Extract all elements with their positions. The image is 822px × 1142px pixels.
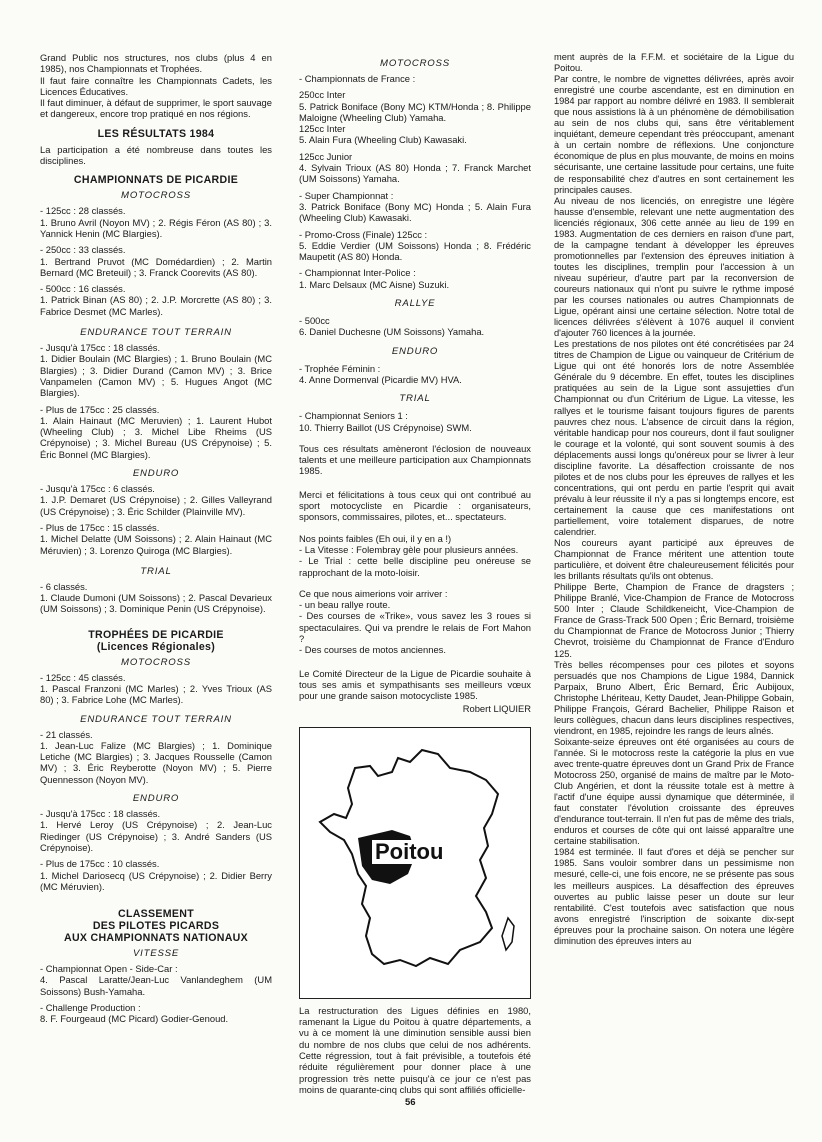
category-line: - 6 classés. [40,580,88,592]
paragraph: Très belles récompenses pour ces pilotes et soyons persuadés que nos Champions de Ligue 1984, Dannick Parpaix, Bruno Albert, Éric Bernard, Éric Aubijoux, Christophe Lhériteau, Ketty Daudet, Jean-Philippe Gobain, Philippe François, Gérard Bachelier, Philippe Raison et leurs collègues, chacun dans leurs disciplines respectives, viendront, en 1985, rejoindre les rangs de leurs aînés. [554,659,794,736]
category-line: - Promo-Cross (Finale) 125cc : [299,228,428,240]
results-line: 1. J.P. Demaret (US Crépynoise) ; 2. Gilles Valleyrand (US Crépynoise) ; 3. Éric Schilder (Plainville MV). [40,494,272,517]
section-title: CLASSEMENT [118,908,194,921]
paragraph: Ce que nous aimerions voir arriver : [299,587,448,599]
list-item: - La Vitesse : Folembray gèle pour plusieurs années. [299,543,519,555]
results-line: 1. Alain Hainaut (MC Meruvien) ; 1. Laurent Hubot (Wheeling Club) ; 3. Michel Libe Rheims (US Crépynoise) ; 3. Michel Bureau (US Crépynoise) ; 5. Éric Bonnel (MC Blargies). [40,414,272,460]
results-line: 4. Pascal Laratte/Jean-Luc Vanlandeghem (UM Soissons) Bush-Yamaha. [40,974,272,997]
discipline-title: TRIAL [399,393,431,405]
category-line: - Plus de 175cc : 25 classés. [40,403,160,415]
paragraph: ment auprès de la F.F.M. et sociétaire de la Ligue du Poitou. [554,52,794,74]
results-line: 1. Jean-Luc Falize (MC Blargies) ; 1. Dominique Letiche (MC Blargies) ; 3. Jacques Rousselle (Camon MV) ; 3. Éric Reyberotte (Noyon MV) ; 5. Pierre Quennesson (Noyon MV). [40,739,272,785]
results-line: 8. F. Fourgeaud (MC Picard) Godier-Genoud. [40,1013,229,1025]
results-line: 1. Bruno Avril (Noyon MV) ; 2. Régis Féron (AS 80) ; 3. Yannick Henin (MC Blargies). [40,216,272,239]
results-line: 6. Daniel Duchesne (UM Soissons) Yamaha. [299,326,485,338]
results-line: 1. Hervé Leroy (US Crépynoise) ; 2. Jean-Luc Riedinger (US Crépynoise) ; 3. André Sanders (US Crépynoise). [40,819,272,853]
paragraph: La participation a été nombreuse dans toutes les disciplines. [40,143,272,167]
results-line: 5. Alain Fura (Wheeling Club) Kawasaki. [299,134,467,146]
poitou-map [299,727,531,999]
results-line: 1. Michel Delatte (UM Soissons) ; 2. Alain Hainaut (MC Méruvien) ; 3. Lorenzo Quiroga (MC Blargies). [40,533,272,556]
paragraph: Tous ces résultats amèneront l'éclosion de nouveaux talents et une meilleure participation aux Championnats 1985. [299,442,531,477]
discipline-title: ENDURO [132,793,180,805]
category-line: - Challenge Production : [40,1002,141,1014]
paragraph: Au niveau de nos licenciés, on enregistre une légère hausse d'ensemble, relevant une nette augmentation des licenciés régionaux, 306 cette année au lieu de 199 en 1983. Augmentation de ces derniers en raison d'une part, de la campagne tendant à développer les épreuves promotionnelles par l'extension des épreuves initiation à toutes les disciplines, tremplin pour l'accession à un niveau supérieur, d'autre part par la reconversion de coureurs nationaux qui n'ont pu suivre le rythme imposé par les courses nationales ou autres Championnats de Ligue, opérant ainsi une certaine sélection. Notre total de licences délivrées s'élèvent à 1076 auquel il convient d'ajouter 760 licences à la journée. [554,195,794,339]
intro-paragraph: Grand Public nos structures, nos clubs (plus 4 en 1985), nos Championnats et Trophées. [40,52,272,75]
intro-paragraph: Il faut faire connaître les Championnats Cadets, les Licences Éducatives. [40,74,272,97]
category-line: 250cc Inter [299,89,346,101]
list-item: - Le Trial : cette belle discipline peu onéreuse se rapprochant de la moto-loisir. [299,555,531,578]
discipline-title: MOTOCROSS [121,190,191,202]
results-line: 3. Patrick Boniface (Bony MC) Honda ; 5. Alain Fura (Wheeling Club) Kawasaki. [299,200,531,224]
category-line: - Jusqu'à 175cc : 18 classés. [40,342,161,354]
results-line: 1. Claude Dumoni (UM Soissons) ; 2. Pascal Devarieux (UM Soissons) ; 3. Dominique Penin (US Crépynoise). [40,592,272,615]
discipline-title: TRIAL [140,565,172,577]
section-title: LES RÉSULTATS 1984 [97,127,215,140]
paragraph: Nos points faibles (Eh oui, il y en a !) [299,532,452,544]
list-item: - Des courses de motos anciennes. [299,644,446,656]
list-item: - un beau rallye route. [299,599,391,611]
discipline-title: ENDURANCE TOUT TERRAIN [80,327,232,339]
category-line: - Championnats de France : [299,73,416,84]
results-line: 1. Pascal Franzoni (MC Marles) ; 2. Yves Trioux (AS 80) ; 3. Fabrice Lohe (MC Marles). [40,682,272,706]
discipline-title: ENDURANCE TOUT TERRAIN [80,713,232,725]
category-line: - Plus de 175cc : 10 classés. [40,858,160,870]
paragraph: 1984 est terminée. Il faut d'ores et déjà se pencher sur 1985. Sans vouloir sombrer dans un pessimisme non mesuré, celle-ci, une fois encore, ne se présente pas sous les meilleurs auspices. La désaffection des épreuves ouvertes au public laisse peser un doute sur leur rentabilité. C'est toutefois avec satisfaction que nous avons enregistré l'inscription de soixante dix-sept épreuves pour la prochaine saison. On notera une légère diminution des épreuves inters au [554,847,794,946]
category-line: - Championnat Open - Side-Car : [40,963,178,975]
section-title: AUX CHAMPIONNATS NATIONAUX [64,932,248,945]
paragraph: Nos coureurs ayant participé aux épreuves de Championnat de France méritent une attention toute particulière, et doivent être chaleureusement félicités pour les brillants résultats qu'ils ont obtenus. [554,538,794,582]
results-line: 1. Michel Dariosecq (US Crépynoise) ; 2. Didier Berry (MC Méruvien). [40,869,272,892]
intro-paragraph: Il faut diminuer, à défaut de supprimer, le sport sauvage et dangereux, encore trop pratiqué en nos régions. [40,97,272,120]
discipline-title: VITESSE [132,948,180,960]
column-2 [299,58,531,1095]
paragraph: Merci et félicitations à tous ceux qui ont contribué au sport motocycliste en Picardie : organisateurs, sponsors, commissaires, pilotes, et... spectateurs. [299,488,531,523]
category-line: - 125cc : 28 classés. [40,205,126,217]
page-number: 56 [405,1097,416,1108]
category-line: - 250cc : 33 classés. [40,244,126,256]
discipline-title: ENDURO [132,468,180,480]
signature: Robert LIQUIER [462,703,531,715]
results-line: 4. Sylvain Trioux (AS 80) Honda ; 7. Franck Marchet (UM Soissons) Yamaha. [299,162,531,185]
category-line: - Championnat Inter-Police : [299,267,416,279]
category-line: - 500cc [299,315,330,327]
category-line: - Jusqu'à 175cc : 18 classés. [40,808,161,820]
category-line: - 21 classés. [40,728,93,740]
paragraph: La restructuration des Ligues définies en 1980, ramenant la Ligue du Poitou à quatre départements, a vu à ce moment là une diminution sensible aussi bien du nombre de nos clubs que celui de nos adhérents. Cette régression, tout à fait prévisible, a toutefois été réduite régulièrement pour donner place à une progression très nette puisqu'à ce jour ce n'est pas moins de quarante-cinq clubs qui sont affiliés officielle- [299,1004,531,1095]
results-line: 1. Patrick Binan (AS 80) ; 2. J.P. Morcrette (AS 80) ; 3. Fabrice Desmet (MC Marles). [40,294,272,317]
column-1 [40,52,272,1025]
section-title: TROPHÉES DE PICARDIE [88,628,224,641]
category-line: 125cc Junior [299,150,353,162]
paragraph: Philippe Berte, Champion de France de dragsters ; Philippe Branlé, Vice-Champion de France de Motocross 500 Inter ; Claude Schildkeneicht, Vice-Champion de France de Grass-Track 500 Open ; Éric Bernard, troisième du Championnat de France de Motocross Junior ; Thierry Chevrot, troisième du Championnat de France d'Enduro 125. [554,582,794,659]
discipline-title: ENDURO [391,345,439,357]
category-line: - Super Championnat : [299,189,394,201]
category-line: - Plus de 175cc : 15 classés. [40,521,160,533]
section-subtitle: (Licences Régionales) [96,640,216,653]
results-line: 10. Thierry Baillot (US Crépynoise) SWM. [299,421,472,433]
section-title: DES PILOTES PICARDS [92,920,220,933]
category-line: - 500cc : 16 classés. [40,283,126,295]
discipline-title: MOTOCROSS [121,656,191,668]
results-line: 4. Anne Dormenval (Picardie MV) HVA. [299,373,462,385]
discipline-title: MOTOCROSS [380,58,450,69]
category-line: - Jusqu'à 175cc : 6 classés. [40,483,155,495]
category-line: - Championnat Seniors 1 : [299,410,408,422]
section-title: CHAMPIONNATS DE PICARDIE [73,174,239,187]
results-line: 1. Bertrand Pruvot (MC Domédardien) ; 2. Martin Bernard (MC Breteuil) ; 3. Franck Coorevits (AS 80). [40,255,272,278]
category-line: 125cc Inter [299,123,346,135]
paragraph: Les prestations de nos pilotes ont été concrétisées par 24 titres de Champion de Ligue ou vainqueur de Critérium de Ligue qui ont été honorés lors de notre Assemblée Générale du 9 décembre. En effet, toutes les disciplines pratiquées au sein de la Ligue sont assujetties d'un Championnat ou d'un Critérium de Ligue. La vitesse, les rallyes et le tourisme faisant toujours figures de parents pauvres chez nous. L'absence de circuit dans la région, véritable handicap pour nos coureurs, dont il faut souligner le courage et la volonté, qui sont souvent soumis à des déplacements aussi longs qu'onéreux pour se livrer à leur discipline favorite. La désaffection croissante de nos pilotes et de nos clubs pour les épreuves de rallyes et les concentrations, qui ont perdu en partie l'esprit qui avait prévalu à leur réussite il n'y a pas si longtemps encore, est certainement la cause que ces manifestations ont partiellement, voire totalement disparues, de notre calendrier. [554,339,794,538]
category-line: - 125cc : 45 classés. [40,671,126,683]
column-3 [554,52,794,947]
discipline-title: RALLYE [394,298,436,310]
results-line: 5. Eddie Verdier (UM Soissons) Honda ; 8. Frédéric Maupetit (AS 80) Honda. [299,239,531,263]
results-line: 1. Marc Delsaux (MC Aisne) Suzuki. [299,278,450,290]
list-item: - Des courses de «Trike», vous savez les 3 roues si spectaculaires. Qui va prendre le relais de Fort Mahon ? [299,610,531,644]
paragraph: Par contre, le nombre de vignettes délivrées, après avoir enregistré une courbe ascendante, est en diminution en 1984 par rapport au nombre délivré en 1983. Il semblerait que nous assistions là à un phénomène de démobilisation au sein de nos clubs qui, sans être véritablement inquiétant, demeure cependant très préoccupant, amenant à un certain nombre de réflexions. Une conjoncture économique de plus en plus mouvante, de moins en moins sécurisante, une certaine lassitude pour certains, une fuite de responsabilité chez d'autres en sont certainement les principales causes. [554,74,794,195]
category-line: - Trophée Féminin : [299,362,381,374]
map-label: Poitou [372,840,446,864]
paragraph: Le Comité Directeur de la Ligue de Picardie souhaite à tous ses amis et sympathisants ses meilleurs vœux pour une grande saison motocycliste 1985. [299,667,531,702]
paragraph: Soixante-seize épreuves ont été organisées au cours de l'année. Si le motocross reste la catégorie la plus en vue avec trente-quatre épreuves dont un Grand Prix de France Motocross 250, organisé de mains de maître par le Moto-Club Angérien, et dont la réussite totale est à mettre à l'actif d'une équipe aussi dynamique que déterminée, il faut constater l'évolution croissante des épreuves d'endurance tout-terrain. Il n'en fut pas de même des trials, enduros et courses de côte qui ont laissé apparaître une certaine stabilisation. [554,736,794,847]
results-line: 1. Didier Boulain (MC Blargies) ; 1. Bruno Boulain (MC Blargies) ; 3. Didier Durand (Camon MV) ; 3. Brice Vanpamelen (Camon MV) ; 5. Hugues Angot (MC Blargies). [40,353,272,399]
results-line: 5. Patrick Boniface (Bony MC) KTM/Honda ; 8. Philippe Maloigne (Wheeling Club) Yamaha. [299,100,531,123]
